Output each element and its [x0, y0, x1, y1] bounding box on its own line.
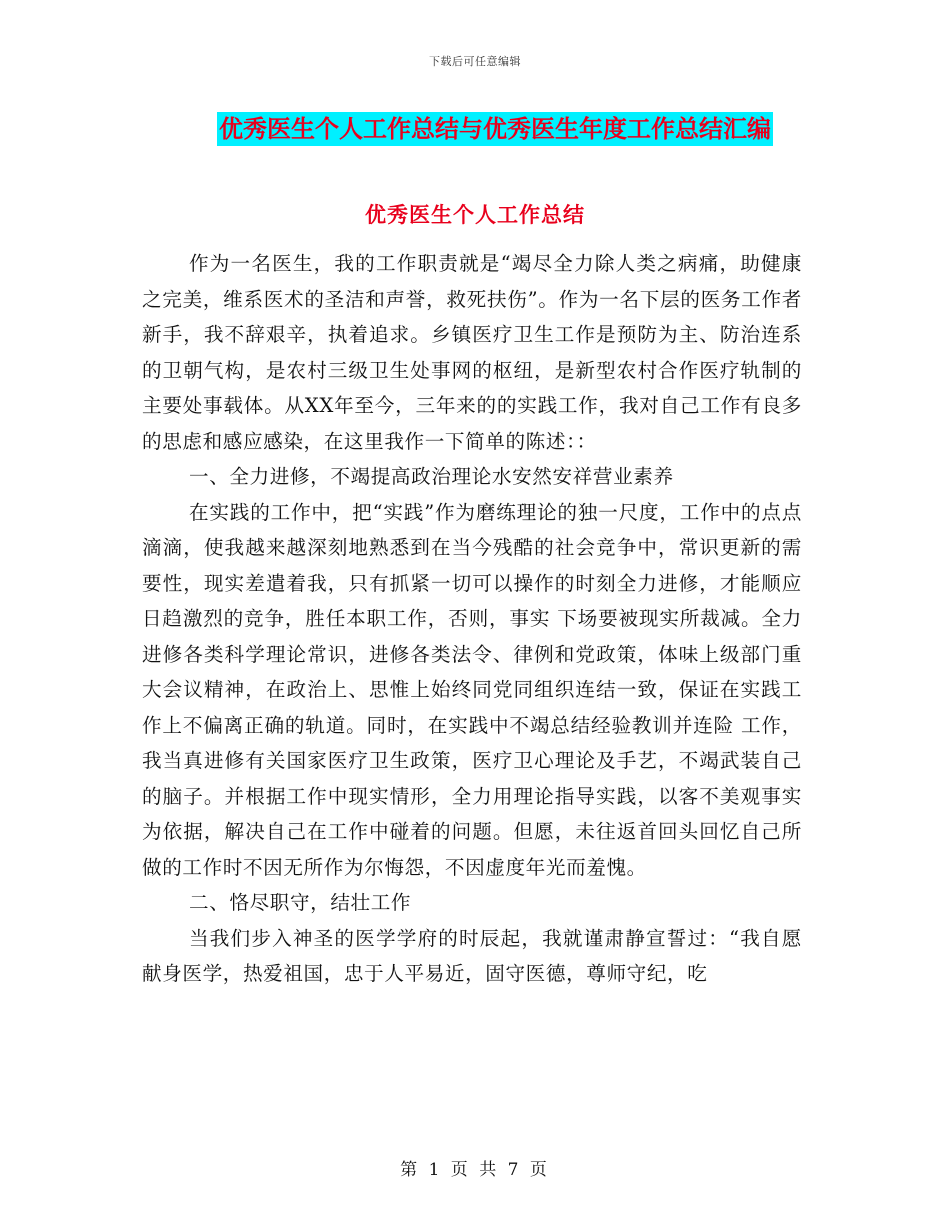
body-paragraph: 作为一名医生，我的工作职责就是“竭尽全力除人类之病痛，助健康之完美，维系医术的圣洁和声誉，救死扶伤”。作为一名下层的医务工作者新手，我不辞艰辛，执着追求。乡镇医疗卫生工作是预防为主、防治连系的卫朝气构，是农村三级卫生处事网的枢纽，是新型农村合作医疗轨制的主要处事载体。从XX年至今，三年来的的实践工作，我对自己工作有良多的思虑和感应感染，在这里我作一下简单的陈述：：: [142, 252, 802, 453]
body-paragraph: 当我们步入神圣的医学学府的时辰起，我就谨肃静宣誓过：“我自愿献身医学，热爱祖国，忠于人平易近，固守医德，尊师守纪，吃: [142, 926, 802, 985]
section-heading: 二、恪尽职守，结壮工作: [189, 891, 412, 914]
main-title: 优秀医生个人工作总结与优秀医生年度工作总结汇编: [217, 112, 773, 146]
main-title-container: [0, 112, 950, 146]
document-body: [142, 246, 802, 992]
page-number: 第 1 页 共 7 页: [400, 1160, 550, 1180]
page-header-note: 下载后可任意编辑: [429, 55, 521, 68]
body-paragraph: 在实践的工作中，把“实践”作为磨练理论的独一尺度，工作中的点点滴滴，使我越来越深刻地熟悉到在当今残酷的社会竞争中，常识更新的需要性，现实差遣着我，只有抓紧一切可以操作的时刻全力进修，才能顺应日趋激烈的竞争，胜任本职工作，否则，事实 下场要被现实所裁减。全力进修各类科学理论常识，进修各类法令、律例和党政策，体味上级部门重大会议精神，在政治上、思惟上始终同党同组织连结一致，保证在实践工作上不偏离正确的轨道。同时，在实践中不竭总结经验教训并连险 工作，我当真进修有关国家医疗卫生政策，医疗卫心理论及手艺，不竭武装自己的脑子。并根据工作中现实情形，全力用理论指导实践，以客不美观事实为依据，解决自己在工作中碰着的问题。但愿，未往返首回头回忆自己所做的工作时不因无所作为尔悔怨，不因虚度年光而羞愧。: [142, 500, 802, 879]
section-heading: 一、全力进修，不竭提高政治理论水安然安祥营业素养: [189, 465, 674, 488]
section-title: 优秀医生个人工作总结: [365, 203, 585, 227]
